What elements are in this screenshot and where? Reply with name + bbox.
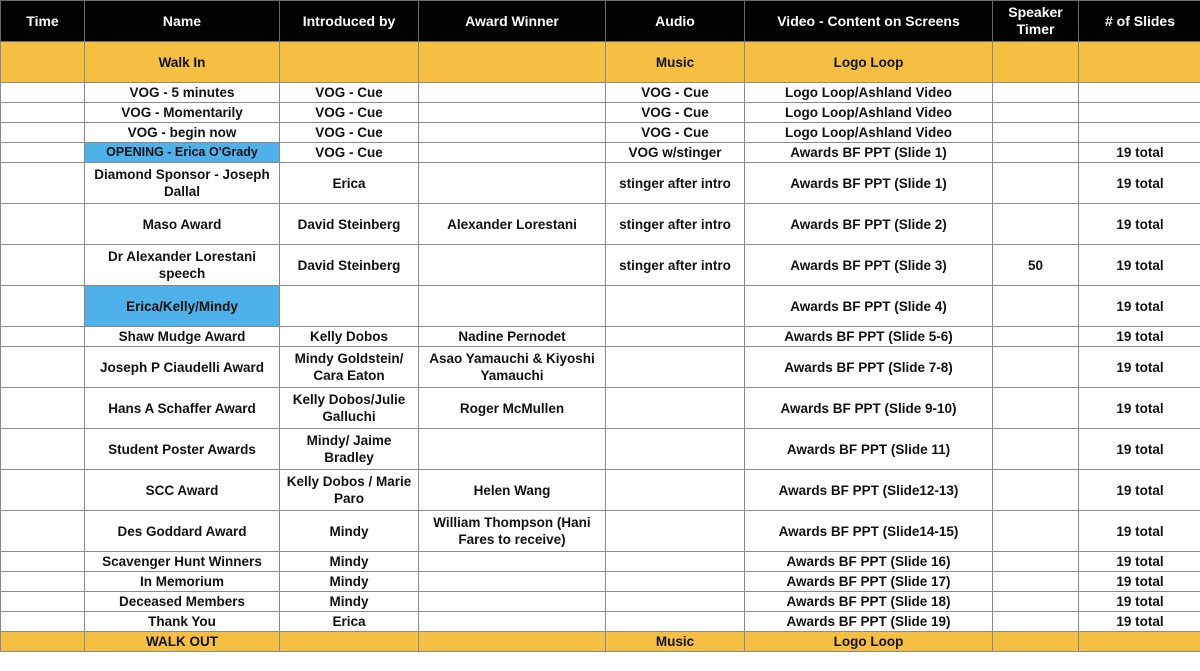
cell-name: SCC Award [85,470,280,511]
cell-award-winner [419,592,606,612]
cell-slides: 19 total [1079,143,1200,163]
cell-speaker-timer [993,103,1079,123]
cell-video: Awards BF PPT (Slide 11) [745,429,993,470]
table-row [1,143,1200,163]
cell-award-winner [419,123,606,143]
cell-audio [606,347,745,388]
cell-audio [606,327,745,347]
cell-speaker-timer [993,429,1079,470]
cell-speaker-timer [993,163,1079,204]
cell-audio [606,612,745,632]
cell-speaker-timer [993,286,1079,327]
cell-video: Awards BF PPT (Slide 3) [745,245,993,286]
cell-introduced-by: Mindy [280,511,419,552]
cell-audio: VOG - Cue [606,123,745,143]
cell-award-winner: William Thompson (Hani Fares to receive) [419,511,606,552]
cell-audio: Music [606,632,745,652]
cell-slides: 19 total [1079,286,1200,327]
cell-slides [1079,83,1200,103]
cell-award-winner [419,103,606,123]
cell-time [1,42,85,83]
cell-time [1,592,85,612]
cell-award-winner [419,245,606,286]
table-row [1,204,1200,245]
cell-introduced-by: Mindy/ Jaime Bradley [280,429,419,470]
cell-audio: Music [606,42,745,83]
cell-introduced-by: Mindy [280,572,419,592]
cell-audio [606,592,745,612]
cell-time [1,123,85,143]
cell-time [1,163,85,204]
cell-name: Thank You [85,612,280,632]
cell-award-winner [419,429,606,470]
cell-time [1,286,85,327]
header-slides: # of Slides [1079,1,1200,42]
cell-audio: VOG - Cue [606,103,745,123]
table-row [1,123,1200,143]
cell-slides: 19 total [1079,552,1200,572]
cell-audio: VOG - Cue [606,83,745,103]
cell-audio [606,511,745,552]
table-row [1,245,1200,286]
cell-time [1,83,85,103]
cell-time [1,388,85,429]
cell-award-winner: Asao Yamauchi & Kiyoshi Yamauchi [419,347,606,388]
header-name: Name [85,1,280,42]
table-row [1,388,1200,429]
cell-award-winner: Alexander Lorestani [419,204,606,245]
table-row [1,163,1200,204]
cell-time [1,327,85,347]
cell-name: Walk In [85,42,280,83]
cell-award-winner [419,42,606,83]
cell-speaker-timer [993,347,1079,388]
table-row [1,470,1200,511]
cell-video: Awards BF PPT (Slide12-13) [745,470,993,511]
cell-time [1,552,85,572]
cell-video: Awards BF PPT (Slide 4) [745,286,993,327]
cell-video: Awards BF PPT (Slide 19) [745,612,993,632]
cell-introduced-by [280,632,419,652]
cell-audio [606,470,745,511]
table-row [1,552,1200,572]
cell-introduced-by: Erica [280,612,419,632]
cell-slides: 19 total [1079,347,1200,388]
cell-introduced-by: David Steinberg [280,245,419,286]
cell-video: Logo Loop/Ashland Video [745,123,993,143]
cell-name: Diamond Sponsor - Joseph Dallal [85,163,280,204]
cell-video: Logo Loop/Ashland Video [745,103,993,123]
cell-name: VOG - begin now [85,123,280,143]
cell-video: Awards BF PPT (Slide 9-10) [745,388,993,429]
cell-speaker-timer [993,470,1079,511]
cell-speaker-timer [993,592,1079,612]
cell-introduced-by: Kelly Dobos/Julie Galluchi [280,388,419,429]
cell-audio [606,388,745,429]
cell-introduced-by: VOG - Cue [280,103,419,123]
cell-time [1,245,85,286]
cell-audio: stinger after intro [606,163,745,204]
cell-award-winner: Helen Wang [419,470,606,511]
cell-introduced-by: VOG - Cue [280,83,419,103]
cell-slides: 19 total [1079,470,1200,511]
cell-name: Deceased Members [85,592,280,612]
cell-audio: stinger after intro [606,245,745,286]
cell-time [1,612,85,632]
cell-time [1,347,85,388]
cell-time [1,572,85,592]
cell-video: Awards BF PPT (Slide 17) [745,572,993,592]
cell-award-winner [419,143,606,163]
cell-speaker-timer [993,572,1079,592]
cell-audio [606,429,745,470]
table-row [1,327,1200,347]
cell-video: Logo Loop [745,632,993,652]
table-row [1,83,1200,103]
cell-slides: 19 total [1079,612,1200,632]
cell-name: Joseph P Ciaudelli Award [85,347,280,388]
cell-introduced-by [280,286,419,327]
cell-slides: 19 total [1079,327,1200,347]
cell-introduced-by [280,42,419,83]
cell-audio [606,552,745,572]
table-row [1,347,1200,388]
cell-name: Scavenger Hunt Winners [85,552,280,572]
table-row [1,592,1200,612]
header-row [1,1,1200,42]
cell-video: Awards BF PPT (Slide 18) [745,592,993,612]
table-row [1,572,1200,592]
table-row [1,612,1200,632]
cell-name: Dr Alexander Lorestani speech [85,245,280,286]
cell-time [1,511,85,552]
header-time: Time [1,1,85,42]
table-row-walk-in [1,42,1200,83]
cell-speaker-timer [993,632,1079,652]
cell-video: Awards BF PPT (Slide 16) [745,552,993,572]
cell-name: Hans A Schaffer Award [85,388,280,429]
cell-name-highlighted: Erica/Kelly/Mindy [85,286,280,327]
cell-award-winner [419,552,606,572]
cell-speaker-timer [993,552,1079,572]
cell-speaker-timer [993,327,1079,347]
cell-time [1,103,85,123]
cell-video: Logo Loop/Ashland Video [745,83,993,103]
cell-video: Awards BF PPT (Slide14-15) [745,511,993,552]
cell-award-winner [419,572,606,592]
cell-name: VOG - 5 minutes [85,83,280,103]
cell-name: WALK OUT [85,632,280,652]
cell-introduced-by: Kelly Dobos [280,327,419,347]
cell-audio: VOG w/stinger [606,143,745,163]
cell-slides [1079,123,1200,143]
cell-slides: 19 total [1079,163,1200,204]
cell-speaker-timer [993,42,1079,83]
cell-award-winner [419,83,606,103]
cell-audio: stinger after intro [606,204,745,245]
cell-audio [606,286,745,327]
table-row-walk-out [1,632,1200,652]
cell-video: Awards BF PPT (Slide 1) [745,143,993,163]
cell-introduced-by: VOG - Cue [280,143,419,163]
header-video: Video - Content on Screens [745,1,993,42]
cell-speaker-timer [993,123,1079,143]
cell-award-winner: Roger McMullen [419,388,606,429]
cell-speaker-timer [993,83,1079,103]
header-audio: Audio [606,1,745,42]
cell-name: In Memorium [85,572,280,592]
header-speaker-timer: Speaker Timer [993,1,1079,42]
cell-slides [1079,103,1200,123]
cell-speaker-timer [993,612,1079,632]
cell-speaker-timer [993,204,1079,245]
table-row [1,511,1200,552]
table-row [1,103,1200,123]
cell-introduced-by: David Steinberg [280,204,419,245]
cell-award-winner [419,163,606,204]
cell-video: Awards BF PPT (Slide 1) [745,163,993,204]
cell-slides: 19 total [1079,429,1200,470]
cell-introduced-by: Kelly Dobos / Marie Paro [280,470,419,511]
cell-award-winner [419,286,606,327]
cell-name: Des Goddard Award [85,511,280,552]
cell-slides: 19 total [1079,245,1200,286]
cell-award-winner: Nadine Pernodet [419,327,606,347]
header-introduced-by: Introduced by [280,1,419,42]
cell-video: Awards BF PPT (Slide 5-6) [745,327,993,347]
cell-time [1,143,85,163]
header-award-winner: Award Winner [419,1,606,42]
cell-award-winner [419,612,606,632]
cell-name: VOG - Momentarily [85,103,280,123]
cell-name-highlighted: OPENING - Erica O'Grady [85,143,280,163]
cell-introduced-by: Erica [280,163,419,204]
cell-video: Logo Loop [745,42,993,83]
cell-time [1,204,85,245]
cell-slides: 19 total [1079,592,1200,612]
cell-name: Maso Award [85,204,280,245]
cell-introduced-by: Mindy [280,592,419,612]
cell-name: Student Poster Awards [85,429,280,470]
cell-slides: 19 total [1079,572,1200,592]
cell-slides: 19 total [1079,511,1200,552]
cell-time [1,429,85,470]
cell-award-winner [419,632,606,652]
cell-slides: 19 total [1079,388,1200,429]
cell-audio [606,572,745,592]
cell-slides: 19 total [1079,204,1200,245]
cell-name: Shaw Mudge Award [85,327,280,347]
cell-time [1,470,85,511]
cell-speaker-timer [993,143,1079,163]
cell-video: Awards BF PPT (Slide 7-8) [745,347,993,388]
cell-speaker-timer [993,388,1079,429]
cell-introduced-by: Mindy Goldstein/ Cara Eaton [280,347,419,388]
cell-speaker-timer: 50 [993,245,1079,286]
cell-speaker-timer [993,511,1079,552]
cell-video: Awards BF PPT (Slide 2) [745,204,993,245]
cell-time [1,632,85,652]
table-row [1,286,1200,327]
cell-slides [1079,42,1200,83]
cell-introduced-by: Mindy [280,552,419,572]
cell-slides [1079,632,1200,652]
table-row [1,429,1200,470]
cell-introduced-by: VOG - Cue [280,123,419,143]
